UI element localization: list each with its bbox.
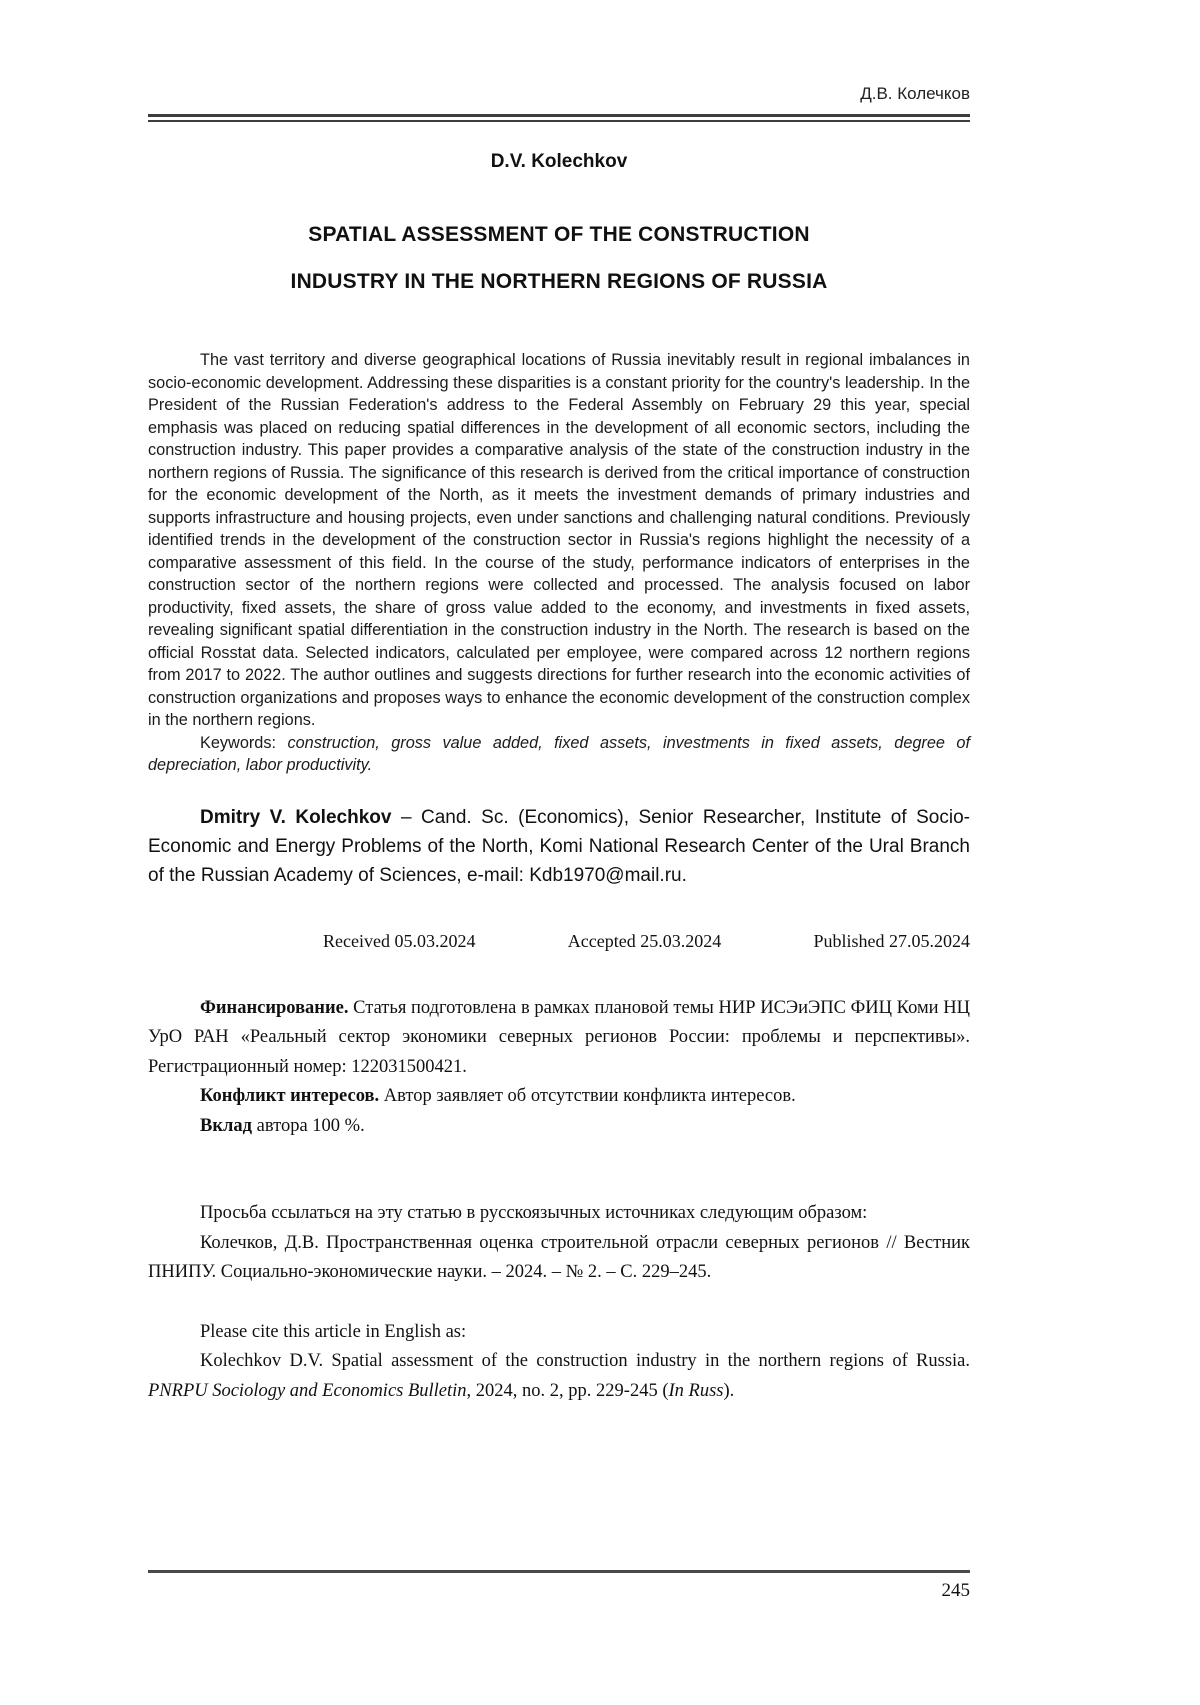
funding-label: Финансирование. bbox=[200, 997, 349, 1018]
funding-note bbox=[148, 994, 970, 1083]
citation-en-in-russ: In Russ bbox=[668, 1380, 724, 1401]
received-date: Received 05.03.2024 bbox=[323, 930, 476, 951]
citation-en-body bbox=[148, 1347, 970, 1406]
bio-author-details: – Cand. Sc. (Economics), Senior Researcher, Institute of Socio-Economic and Energy Problems of the North, Komi National Research Center of the Ural Branch of the Russian Academy of Sciences, e-mail: Kdb1970@mail.ru. bbox=[148, 806, 970, 886]
citation-en-journal: PNRPU Sociology and Economics Bulletin bbox=[148, 1380, 467, 1401]
author-bio bbox=[148, 803, 970, 890]
conflict-label: Конфликт интересов. bbox=[200, 1086, 380, 1106]
article-title-line1: SPATIAL ASSESSMENT OF THE CONSTRUCTION bbox=[308, 223, 810, 246]
keywords-line bbox=[148, 732, 970, 777]
abstract-text: The vast territory and diverse geographical locations of Russia inevitably result in regional imbalances in socio-economic development. Addressing these disparities is a constant priority for the country's leadership. In the President of the Russian Federation's address to the Federal Assembly on February 29 this year, special emphasis was placed on reducing spatial differences in the development of all economic sectors, including the construction industry. This paper provides a comparative analysis of the state of the construction industry in the northern regions of Russia. The significance of this research is derived from the critical importance of construction for the economic development of the North, as it meets the investment demands of primary industries and supports infrastructure and housing projects, even under sanctions and challenging natural conditions. Previously identified trends in the development of the construction sector in Russia's regions highlight the necessity of a comparative assessment of this field. In the course of the study, performance indicators of enterprises in the construction sector of the northern regions were collected and processed. The analysis focused on labor productivity, fixed assets, the share of gross value added to the economy, and investments in fixed assets, revealing significant spatial differentiation in the construction industry in the North. The research is based on the official Rosstat data. Selected indicators, calculated per employee, were compared across 12 northern regions from 2017 to 2022. The author outlines and suggests directions for further research into the economic activities of construction organizations and proposes ways to enhance the economic development of the construction complex in the northern regions. bbox=[148, 351, 970, 729]
article-title bbox=[148, 211, 970, 305]
citation-en-intro: Please cite this article in English as: bbox=[200, 1321, 467, 1342]
page-content bbox=[148, 0, 970, 1603]
running-head-author: Д.В. Колечков bbox=[860, 84, 970, 103]
funding-text: Статья подготовлена в рамках плановой темы НИР ИСЭиЭПС ФИЦ Коми НЦ УрО РАН «Реальный сектор экономики северных регионов России: проблемы и перспективы». Регистрационный номер: 122031500421. bbox=[148, 997, 970, 1077]
citation-ru-intro: Просьба ссылаться на эту статью в русскоязычных источниках следующим образом: bbox=[200, 1203, 868, 1223]
contribution-text: автора 100 %. bbox=[252, 1115, 365, 1136]
published-date: Published 27.05.2024 bbox=[813, 930, 970, 951]
article-title-line2: INDUSTRY IN THE NORTHERN REGIONS OF RUSSIA bbox=[290, 270, 828, 293]
page-number: 245 bbox=[941, 1580, 970, 1601]
contribution-note bbox=[148, 1112, 970, 1142]
contribution-label: Вклад bbox=[200, 1115, 252, 1136]
footer-rule bbox=[148, 1570, 970, 1573]
citation-ru-body: Колечков, Д.В. Пространственная оценка строительной отрасли северных регионов // Вестник ПНИПУ. Социально-экономические науки. – 2024. – № 2. – С. 229–245. bbox=[148, 1232, 970, 1282]
accepted-date: Accepted 25.03.2024 bbox=[567, 930, 722, 951]
bio-author-name: Dmitry V. Kolechkov bbox=[200, 806, 392, 828]
conflict-text: Автор заявляет об отсутствии конфликта интересов. bbox=[379, 1086, 796, 1106]
citation-en-post: ). bbox=[723, 1380, 735, 1401]
keywords-list: construction, gross value added, fixed assets, investments in fixed assets, degree of depreciation, labor productivity. bbox=[148, 733, 970, 774]
header-double-rule bbox=[148, 114, 970, 122]
keywords-label: Keywords: bbox=[200, 733, 277, 752]
dates-row bbox=[148, 928, 970, 954]
citation-en-pre: Kolechkov D.V. Spatial assessment of the construction industry in the northern regions of Russia. bbox=[200, 1351, 970, 1371]
citation-en-mid: , 2024, no. 2, pp. 229-245 ( bbox=[466, 1380, 669, 1401]
conflict-note bbox=[148, 1082, 970, 1112]
author-name: D.V. Kolechkov bbox=[490, 151, 628, 172]
